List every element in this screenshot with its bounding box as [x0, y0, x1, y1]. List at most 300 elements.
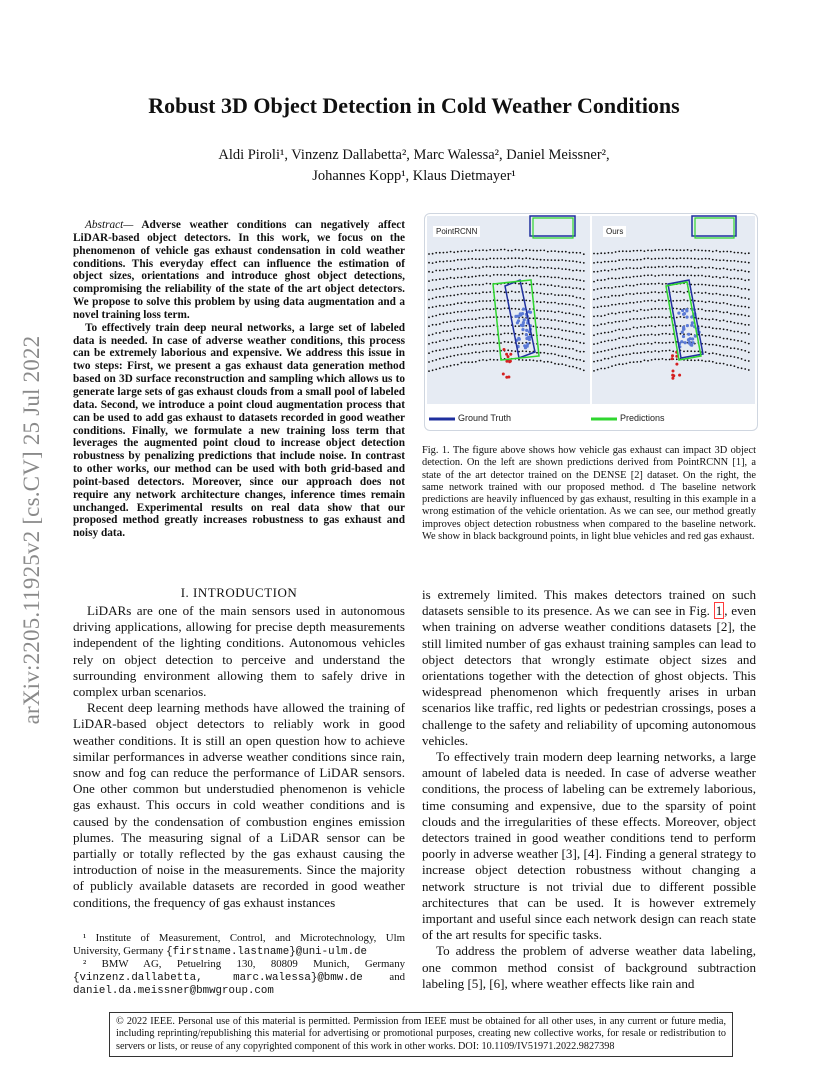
lidar-point — [572, 270, 574, 272]
lidar-point — [543, 250, 545, 252]
lidar-point — [651, 291, 653, 293]
lidar-point — [608, 305, 610, 307]
lidar-point — [618, 329, 620, 331]
lidar-point — [464, 268, 466, 270]
figure-reference-link[interactable]: 1 — [715, 603, 723, 619]
lidar-point — [629, 353, 631, 355]
lidar-point — [565, 330, 567, 332]
lidar-point — [665, 308, 667, 310]
lidar-point — [493, 359, 495, 361]
lidar-point — [446, 312, 448, 314]
lidar-point — [525, 325, 527, 327]
lidar-point — [489, 249, 491, 251]
lidar-point — [636, 250, 638, 252]
lidar-point — [579, 279, 581, 281]
lidar-point — [482, 317, 484, 319]
lidar-point — [561, 268, 563, 270]
lidar-point — [464, 336, 466, 338]
lidar-point — [464, 250, 466, 252]
lidar-point — [500, 316, 502, 318]
vehicle-point — [526, 345, 529, 348]
lidar-point — [744, 315, 746, 317]
lidar-point — [482, 342, 484, 344]
lidar-point — [618, 259, 620, 261]
lidar-point — [439, 323, 441, 325]
lidar-point — [432, 360, 434, 362]
lidar-point — [629, 277, 631, 279]
lidar-point — [450, 268, 452, 270]
lidar-point — [741, 332, 743, 334]
lidar-point — [439, 358, 441, 360]
lidar-point — [486, 292, 488, 294]
lidar-point — [629, 362, 631, 364]
footnote-2-email-1[interactable]: {vinzenz.dallabetta, marc.walessa}@bmw.de — [73, 971, 363, 984]
lidar-point — [604, 296, 606, 298]
lidar-point — [629, 267, 631, 269]
lidar-point — [428, 307, 430, 309]
lidar-point — [515, 300, 517, 302]
lidar-point — [647, 283, 649, 285]
lidar-point — [583, 298, 585, 300]
lidar-point — [730, 269, 732, 271]
lidar-point — [608, 287, 610, 289]
lidar-point — [633, 285, 635, 287]
lidar-point — [543, 301, 545, 303]
arxiv-identifier: arXiv:2205.11925v2 [cs.CV] 25 Jul 2022 — [19, 335, 44, 725]
lidar-point — [726, 338, 728, 340]
lidar-point — [533, 317, 535, 319]
lidar-point — [629, 259, 631, 261]
lidar-point — [683, 317, 685, 319]
lidar-point — [522, 283, 524, 285]
lidar-point — [489, 342, 491, 344]
lidar-point — [435, 332, 437, 334]
lidar-point — [647, 274, 649, 276]
lidar-point — [651, 266, 653, 268]
lidar-point — [665, 274, 667, 276]
lidar-point — [593, 325, 595, 327]
lidar-point — [654, 291, 656, 293]
lidar-point — [489, 333, 491, 335]
lidar-point — [593, 289, 595, 291]
vehicle-point — [525, 337, 528, 340]
lidar-point — [744, 253, 746, 255]
lidar-point — [633, 268, 635, 270]
lidar-point — [626, 363, 628, 365]
lidar-point — [558, 311, 560, 313]
lidar-point — [647, 317, 649, 319]
lidar-point — [615, 356, 617, 358]
lidar-point — [475, 258, 477, 260]
lidar-point — [551, 327, 553, 329]
lidar-point — [662, 266, 664, 268]
lidar-point — [716, 285, 718, 287]
lidar-point — [633, 361, 635, 363]
lidar-point — [600, 359, 602, 361]
lidar-point — [554, 250, 556, 252]
lidar-point — [734, 260, 736, 262]
lidar-point — [741, 340, 743, 342]
lidar-point — [435, 315, 437, 317]
lidar-point — [565, 286, 567, 288]
lidar-point — [461, 337, 463, 339]
lidar-point — [461, 268, 463, 270]
lidar-point — [536, 292, 538, 294]
lidar-point — [500, 274, 502, 276]
lidar-point — [640, 259, 642, 261]
lidar-point — [626, 259, 628, 261]
lidar-point — [665, 300, 667, 302]
lidar-point — [461, 346, 463, 348]
lidar-point — [705, 301, 707, 303]
lidar-point — [561, 320, 563, 322]
right-panel-label: Ours — [603, 226, 626, 237]
lidar-point — [572, 252, 574, 254]
lidar-point — [533, 326, 535, 328]
lidar-point — [723, 302, 725, 304]
lidar-point — [647, 325, 649, 327]
lidar-point — [461, 277, 463, 279]
lidar-point — [611, 252, 613, 254]
lidar-point — [432, 279, 434, 281]
lidar-point — [475, 310, 477, 312]
lidar-point — [432, 253, 434, 255]
lidar-point — [457, 268, 459, 270]
vehicle-point — [682, 335, 685, 338]
lidar-point — [615, 269, 617, 271]
lidar-point — [554, 268, 556, 270]
lidar-point — [615, 348, 617, 350]
lidar-point — [518, 257, 520, 259]
lidar-point — [712, 344, 714, 346]
vehicle-point — [525, 329, 528, 332]
lidar-point — [687, 275, 689, 277]
lidar-point — [572, 287, 574, 289]
lidar-point — [561, 329, 563, 331]
lidar-point — [489, 325, 491, 327]
lidar-point — [464, 310, 466, 312]
lidar-point — [468, 353, 470, 355]
lidar-point — [489, 258, 491, 260]
lidar-point — [701, 266, 703, 268]
lidar-point — [446, 260, 448, 262]
lidar-point — [593, 334, 595, 336]
lidar-point — [600, 270, 602, 272]
lidar-point — [569, 312, 571, 314]
lidar-point — [737, 323, 739, 325]
lidar-point — [658, 283, 660, 285]
lidar-point — [730, 339, 732, 341]
lidar-point — [730, 355, 732, 357]
lidar-point — [737, 295, 739, 297]
lidar-point — [554, 277, 556, 279]
lidar-point — [471, 361, 473, 363]
lidar-point — [493, 266, 495, 268]
lidar-point — [529, 292, 531, 294]
lidar-point — [726, 303, 728, 305]
lidar-point — [672, 249, 674, 251]
lidar-point — [443, 366, 445, 368]
lidar-point — [583, 262, 585, 264]
lidar-point — [540, 259, 542, 261]
lidar-point — [439, 305, 441, 307]
lidar-point — [636, 318, 638, 320]
lidar-point — [618, 278, 620, 280]
lidar-point — [593, 253, 595, 255]
lidar-point — [457, 319, 459, 321]
lidar-point — [497, 266, 499, 268]
lidar-point — [435, 252, 437, 254]
vehicle-point — [517, 319, 520, 322]
lidar-point — [486, 325, 488, 327]
lidar-point — [428, 343, 430, 345]
lidar-point — [435, 324, 437, 326]
lidar-point — [547, 336, 549, 338]
lidar-point — [525, 257, 527, 259]
right-paragraph-3: To address the problem of adverse weather data labeling, one common method consist of background subtraction labeling [5], [6], where weather effects like rain and — [422, 943, 756, 991]
lidar-point — [482, 334, 484, 336]
lidar-point — [712, 276, 714, 278]
lidar-point — [450, 277, 452, 279]
lidar-point — [428, 325, 430, 327]
lidar-point — [683, 249, 685, 251]
exhaust-point — [509, 353, 512, 356]
lidar-point — [744, 280, 746, 282]
lidar-point — [604, 287, 606, 289]
lidar-point — [529, 317, 531, 319]
lidar-point — [737, 367, 739, 369]
lidar-point — [654, 334, 656, 336]
lidar-point — [662, 350, 664, 352]
vehicle-point — [690, 344, 693, 347]
lidar-point — [698, 300, 700, 302]
lidar-point — [662, 300, 664, 302]
lidar-point — [600, 288, 602, 290]
lidar-point — [701, 284, 703, 286]
lidar-point — [651, 343, 653, 345]
lidar-point — [533, 283, 535, 285]
lidar-point — [543, 259, 545, 261]
lidar-point — [522, 333, 524, 335]
lidar-point — [565, 294, 567, 296]
lidar-point — [515, 350, 517, 352]
lidar-point — [744, 261, 746, 263]
lidar-point — [615, 321, 617, 323]
lidar-point — [705, 335, 707, 337]
lidar-point — [647, 342, 649, 344]
lidar-point — [618, 321, 620, 323]
lidar-point — [471, 327, 473, 329]
lidar-point — [680, 300, 682, 302]
lidar-point — [572, 331, 574, 333]
lidar-point — [443, 331, 445, 333]
lidar-point — [622, 303, 624, 305]
lidar-point — [443, 270, 445, 272]
lidar-point — [489, 359, 491, 361]
vehicle-point — [677, 312, 680, 315]
footnote-2-email-2[interactable]: daniel.da.meissner@bmwgroup.com — [73, 985, 274, 998]
lidar-point — [726, 260, 728, 262]
lidar-point — [504, 291, 506, 293]
lidar-point — [701, 360, 703, 362]
lidar-point — [453, 277, 455, 279]
lidar-point — [471, 318, 473, 320]
lidar-point — [626, 284, 628, 286]
lidar-point — [615, 330, 617, 332]
lidar-point — [708, 267, 710, 269]
lidar-point — [597, 343, 599, 345]
lidar-point — [622, 286, 624, 288]
lidar-point — [593, 316, 595, 318]
copyright-notice: © 2022 IEEE. Personal use of this material is permitted. Permission from IEEE must be obtained for all other uses, in any current or future media, including reprinting/republishing this material for advertising or promotional purposes, creating new collective works, for resale or redistribution to servers or lists, or reuse of any copyrighted component of this work in other works. DOI: 10.1109/IV51971.2022.9827398 — [109, 1012, 733, 1057]
lidar-point — [690, 266, 692, 268]
lidar-point — [719, 363, 721, 365]
lidar-point — [579, 332, 581, 334]
lidar-point — [723, 328, 725, 330]
lidar-point — [608, 261, 610, 263]
lidar-point — [676, 358, 678, 360]
lidar-point — [748, 352, 750, 354]
lidar-point — [741, 252, 743, 254]
lidar-point — [665, 317, 667, 319]
lidar-point — [737, 331, 739, 333]
lidar-point — [723, 268, 725, 270]
lidar-point — [576, 252, 578, 254]
lidar-point — [583, 270, 585, 272]
lidar-point — [640, 352, 642, 354]
lidar-point — [651, 325, 653, 327]
lidar-point — [669, 316, 671, 318]
lidar-point — [658, 249, 660, 251]
lidar-point — [701, 309, 703, 311]
lidar-point — [633, 276, 635, 278]
lidar-point — [579, 270, 581, 272]
lidar-point — [475, 292, 477, 294]
lidar-point — [579, 359, 581, 361]
lidar-point — [529, 308, 531, 310]
lidar-point — [443, 261, 445, 263]
lidar-point — [507, 266, 509, 268]
lidar-point — [723, 355, 725, 357]
lidar-point — [529, 359, 531, 361]
lidar-point — [608, 332, 610, 334]
lidar-point — [540, 310, 542, 312]
vehicle-point — [514, 315, 517, 318]
right-paragraph-2: To effectively train modern deep learning networks, a large amount of labeled data is needed. In case of adverse weather conditions, the process of labeling can be extremely laborious, time consuming and expensive, due to the sparsity of point clouds and the irregularities of these effects. Moreover, object detectors trained in good weather conditions tend to perform poorly in adverse weather [3], [4]. Finding a general strategy to increase object detection robustness without changing a network structure is not trivial due to different possible architectures that can be used. It is however extremely important and useful since each network design can reach state of the art results for specific tasks. — [422, 749, 756, 943]
lidar-point — [461, 311, 463, 313]
lidar-point — [636, 276, 638, 278]
lidar-point — [475, 343, 477, 345]
lidar-point — [479, 275, 481, 277]
lidar-point — [507, 274, 509, 276]
lidar-point — [658, 275, 660, 277]
lidar-point — [468, 302, 470, 304]
lidar-point — [561, 303, 563, 305]
lidar-point — [497, 300, 499, 302]
lidar-point — [453, 303, 455, 305]
lidar-point — [428, 370, 430, 372]
lidar-point — [723, 346, 725, 348]
lidar-point — [708, 319, 710, 321]
lidar-point — [608, 367, 610, 369]
lidar-point — [565, 260, 567, 262]
lidar-point — [486, 350, 488, 352]
lidar-point — [579, 351, 581, 353]
lidar-point — [600, 333, 602, 335]
lidar-point — [569, 339, 571, 341]
lidar-point — [558, 285, 560, 287]
lidar-point — [719, 354, 721, 356]
abstract-paragraph-1: Adverse weather conditions can negatively affect LiDAR-based object detectors. In this work, we focus on the phenomenon of vehicle gas exhaust condensation in cold weather conditions. This everyday effect can influence the estimation of object sizes, orientations and introduce ghost object detections, compromising the reliability of the state of the art object detectors. We propose to solve this problem by using data augmentation and a novel training loss term. — [73, 219, 405, 321]
lidar-point — [597, 279, 599, 281]
footnote-1-email[interactable]: {firstname.lastname}@uni-ulm.de — [166, 945, 368, 958]
lidar-point — [737, 287, 739, 289]
lidar-point — [651, 283, 653, 285]
lidar-point — [611, 260, 613, 262]
author-list — [150, 145, 678, 187]
lidar-point — [579, 262, 581, 264]
lidar-point — [554, 363, 556, 365]
lidar-point — [726, 286, 728, 288]
lidar-point — [572, 260, 574, 262]
lidar-point — [525, 300, 527, 302]
lidar-point — [748, 307, 750, 309]
lidar-point — [618, 251, 620, 253]
lidar-point — [672, 342, 674, 344]
lidar-point — [576, 279, 578, 281]
lidar-point — [540, 292, 542, 294]
lidar-point — [665, 350, 667, 352]
lidar-point — [600, 323, 602, 325]
lidar-point — [529, 249, 531, 251]
lidar-point — [647, 351, 649, 353]
lidar-point — [464, 285, 466, 287]
lidar-point — [533, 360, 535, 362]
lidar-point — [547, 361, 549, 363]
lidar-point — [622, 329, 624, 331]
lidar-point — [705, 351, 707, 353]
lidar-point — [615, 278, 617, 280]
paper-title: Robust 3D Object Detection in Cold Weather Conditions — [148, 93, 680, 118]
lidar-point — [579, 314, 581, 316]
lidar-point — [453, 251, 455, 253]
lidar-point — [622, 277, 624, 279]
lidar-point — [464, 319, 466, 321]
lidar-point — [551, 259, 553, 261]
lidar-point — [618, 355, 620, 357]
lidar-point — [680, 257, 682, 259]
lidar-point — [672, 291, 674, 293]
lidar-point — [432, 316, 434, 318]
lidar-point — [468, 258, 470, 260]
lidar-point — [479, 267, 481, 269]
lidar-point — [504, 333, 506, 335]
lidar-point — [500, 266, 502, 268]
lidar-point — [561, 347, 563, 349]
lidar-point — [540, 301, 542, 303]
lidar-point — [626, 328, 628, 330]
lidar-point — [593, 361, 595, 363]
lidar-point — [600, 341, 602, 343]
lidar-point — [597, 351, 599, 353]
lidar-point — [461, 319, 463, 321]
lidar-point — [748, 315, 750, 317]
lidar-point — [489, 308, 491, 310]
lidar-point — [622, 337, 624, 339]
lidar-point — [636, 352, 638, 354]
lidar-point — [644, 300, 646, 302]
lidar-point — [504, 274, 506, 276]
